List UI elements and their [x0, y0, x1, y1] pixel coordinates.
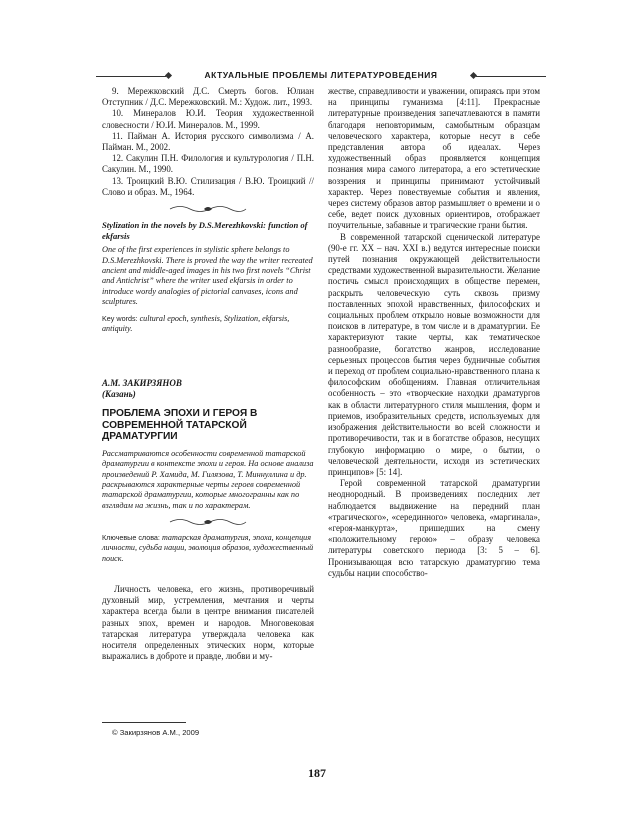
reference-item: 9. Мережковский Д.С. Смерть богов. Юлиан Отступник / Д.С. Мережковский. М.: Худож. лит., 1993. [102, 86, 314, 108]
reference-item: 11. Пайман А. История русского символизма / А. Пайман. М., 2002. [102, 130, 314, 153]
keywords-text: cultural epoch, synthesis, Stylization, ekfarsis, antiquity. [102, 313, 290, 333]
left-column [102, 86, 314, 662]
author-city: (Казань) [102, 389, 136, 400]
article-keywords-label: Ключевые слова: [102, 533, 160, 543]
article-author [102, 378, 314, 400]
running-header-title: АКТУАЛЬНЫЕ ПРОБЛЕМЫ ЛИТЕРАТУРОВЕДЕНИЯ [204, 70, 438, 80]
right-column [328, 86, 540, 579]
footnote-rule [102, 722, 186, 723]
reference-item: 12. Сакулин П.Н. Филология и культурология / П.Н. Сакулин. М., 1990. [102, 153, 314, 175]
copyright-footnote: © Закирзянов А.М., 2009 [112, 728, 200, 737]
reference-list [102, 86, 314, 198]
reference-item: 10. Минералов Ю.И. Теория художественной словесности / Ю.И. Минералов. М., 1999. [102, 108, 314, 130]
author-name: А.М. ЗАКИРЗЯНОВ [102, 378, 182, 389]
reference-item: 13. Троицкий В.Ю. Стилизация / В.Ю. Троицкий // Слово и образ. М., 1964. [102, 175, 314, 197]
body-paragraph: жестве, справедливости и уважении, опираясь при этом на принципы гуманизма [4:11]. Прекрасные литературные произведения запечатлеваются в памяти благодаря неповторимым, самобытным образцам человеческого характера, которые несут в себе представления автора об идеалах. Через художественный образ проявляется концепция познания мира самого литератора, а его эстетические воззрения и принципы принимают устойчивый характер. Через повествуемые события и явления, через систему образов автор размышляет о времени и о себе, ведет поиск духовных ориентиров, отображает поучительные, забавные и трагические грани бытия. [328, 86, 540, 231]
body-paragraph: Личность человека, его жизнь, противоречивый духовный мир, устремления, мечтания и черты характера всегда были в центре внимания писателей разных эпох, времен и народов. Многовековая татарская литература утверждала человека как носителя определенных этических норм, которые выражались в доброте и правде, любви и му- [102, 583, 314, 662]
article-abstract: Рассматриваются особенности современной татарской драматургии в контексте эпохи и героя. На основе анализа произведений Р. Хамида, М. Гилязова, Т. Миннуллина и др. раскрываются характерные черты героев современной татарской драматургии, которые многогранны как по взглядам на жизнь, так и по характерам. [102, 448, 314, 510]
body-paragraph: Герой современной татарской драматургии неоднородный. В произведениях последних лет наблюдается выдвижение на передний план «трагического», «серединного» человека, «маргинала», «героя-манкурта», пришедших на смену «положительному герою» – образу человека литературы советского периода [3: 5 – 6]. Пронизывающая всю татарскую драматургию тема судьбы нации способство- [328, 478, 540, 578]
header-diamond-left [165, 72, 172, 79]
english-abstract-text: One of the first experiences in stylistic sphere belongs to D.S.Merezhkovski. There is proved the way the writer recreated ancient and middle-aged images in his two first novels “Christ and Antichrist” where the writer used ekfarsis in order to introduce wordy analogies of pictorial canvases, icons and sculptures. [102, 245, 313, 307]
english-abstract-title: Stylization in the novels by D.S.Merezhkovski: function of ekfarsis [102, 220, 308, 241]
ornament-divider-icon [102, 517, 314, 529]
ornament-divider-icon [102, 204, 314, 216]
article-keywords [102, 533, 314, 564]
header-rule-right [476, 76, 546, 77]
article-keywords-text: татарская драматургия, эпоха, концепция личности, судьба нации, эволюция образов, художественный поиск. [102, 533, 314, 563]
header-rule-left [96, 76, 166, 77]
article-title: ПРОБЛЕМА ЭПОХИ И ГЕРОЯ В СОВРЕМЕННОЙ ТАТАРСКОЙ ДРАМАТУРГИИ [102, 408, 258, 443]
running-header [96, 70, 546, 82]
page-number: 187 [308, 766, 326, 780]
english-keywords [102, 314, 314, 334]
body-paragraph: В современной татарской сценической литературе (90-е гг. XX – нач. XXI в.) ведутся интересные поиски путей познания окружающей действительности средствами художественной выразительности. Желание постичь смысл происходящих в обществе перемен, раскрыть человеческую суть сквозь призму поставленных эпохой нравственных, философских и социальных проблем открыло новые возможности для поисков в литературе, в том числе и в драматургии. Ее характеризуют такие черты, как тематическое разнообразие, богатство жанров, исследование серьезных процессов бытия через будничные события и переход от проблем социально-нравственного плана к философским обобщениям. Главная отличительная особенность – это «творческие находки драматургов как в области литературного стиля мышления, форм и приемов, изобразительных средств, используемых для изображения действительности во всей сложности и противоречивости, так и в богатстве образов, несущих глубокую информацию о мире, о бытии, о человеческой деятельности, исходя из эстетических принципов» [5: 14]. [328, 231, 540, 477]
article-body-left [102, 584, 314, 662]
keywords-label: Key words: [102, 313, 138, 323]
